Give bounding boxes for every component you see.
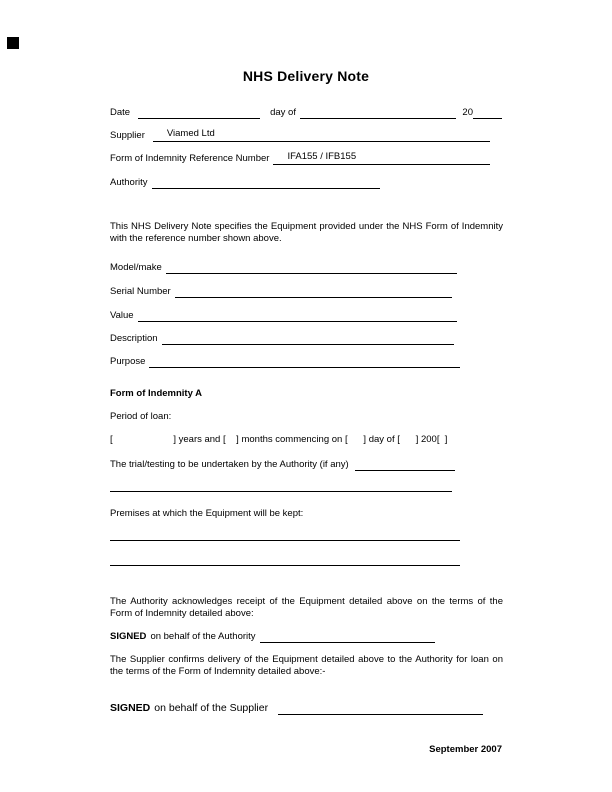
period-of-loan-label: Period of loan: <box>110 411 172 422</box>
supplier-signature-line <box>278 701 483 715</box>
date-label: Date <box>110 107 131 118</box>
signed-authority-row <box>110 630 435 643</box>
signed-supplier-row <box>110 700 483 715</box>
field-row-purpose <box>110 355 460 368</box>
signed-supplier-text: on behalf of the Supplier <box>154 702 269 714</box>
field-label: Serial Number <box>110 286 171 297</box>
day-of-label: day of <box>270 107 296 118</box>
year-prefix: 20 <box>462 107 473 118</box>
authority-signature-line <box>260 629 435 643</box>
blank-line <box>110 491 452 492</box>
blank-line <box>110 565 460 566</box>
field-row-value <box>110 309 457 322</box>
blank-line <box>162 331 454 345</box>
field-label: Purpose <box>110 356 146 367</box>
supplier-label: Supplier <box>110 130 145 141</box>
blank-line <box>110 540 460 541</box>
indemnity-ref-row <box>110 152 490 165</box>
authority-row <box>110 176 380 189</box>
field-row-serial-number <box>110 285 452 298</box>
supplier-row <box>110 129 490 142</box>
field-row-model-make <box>110 261 457 274</box>
signed-authority-text: on behalf of the Authority <box>150 631 256 642</box>
field-label: Model/make <box>110 262 162 273</box>
page-title: NHS Delivery Note <box>242 68 370 84</box>
supplier-line <box>153 128 490 142</box>
blank-line <box>175 284 452 298</box>
indemnity-ref-label: Form of Indemnity Reference Number <box>110 153 270 164</box>
date-blank-line <box>138 105 260 119</box>
trial-testing-label: The trial/testing to be undertaken by the Authority (if any) <box>110 459 349 470</box>
authority-blank-line <box>152 175 381 189</box>
blank-line <box>355 457 455 471</box>
month-blank-line <box>300 105 456 119</box>
date-row <box>110 106 502 119</box>
indemnity-ref-line <box>273 151 490 165</box>
field-label: Description <box>110 333 158 344</box>
signed-label: SIGNED <box>110 702 151 714</box>
field-row-description <box>110 332 454 345</box>
year-blank-line <box>473 105 502 119</box>
indemnity-a-heading: Form of Indemnity A <box>110 388 203 399</box>
authority-ack-paragraph: The Authority acknowledges receipt of the Equipment detailed above on the terms of the Form of Indemnity detailed above: <box>110 596 503 619</box>
footer-date: September 2007 <box>429 744 502 755</box>
authority-label: Authority <box>110 177 148 188</box>
blank-line <box>138 308 457 322</box>
blank-line <box>166 260 457 274</box>
supplier-value: Viamed Ltd <box>166 128 215 139</box>
trial-testing-row <box>110 458 455 471</box>
period-brackets-line: [ ] years and [ ] months commencing on [ ] day of [ ] 200[ ] <box>110 434 448 445</box>
corner-mark <box>7 37 19 49</box>
signed-label: SIGNED <box>110 631 147 642</box>
indemnity-ref-value: IFA155 / IFB155 <box>287 151 357 162</box>
field-label: Value <box>110 310 134 321</box>
blank-line <box>149 354 460 368</box>
premises-label: Premises at which the Equipment will be kept: <box>110 508 304 519</box>
intro-paragraph: This NHS Delivery Note specifies the Equipment provided under the NHS Form of Indemnity with the reference number shown above. <box>110 221 503 244</box>
supplier-confirm-paragraph: The Supplier confirms delivery of the Equipment detailed above to the Authority for loan on the terms of the Form of Indemnity detailed above:- <box>110 654 503 677</box>
